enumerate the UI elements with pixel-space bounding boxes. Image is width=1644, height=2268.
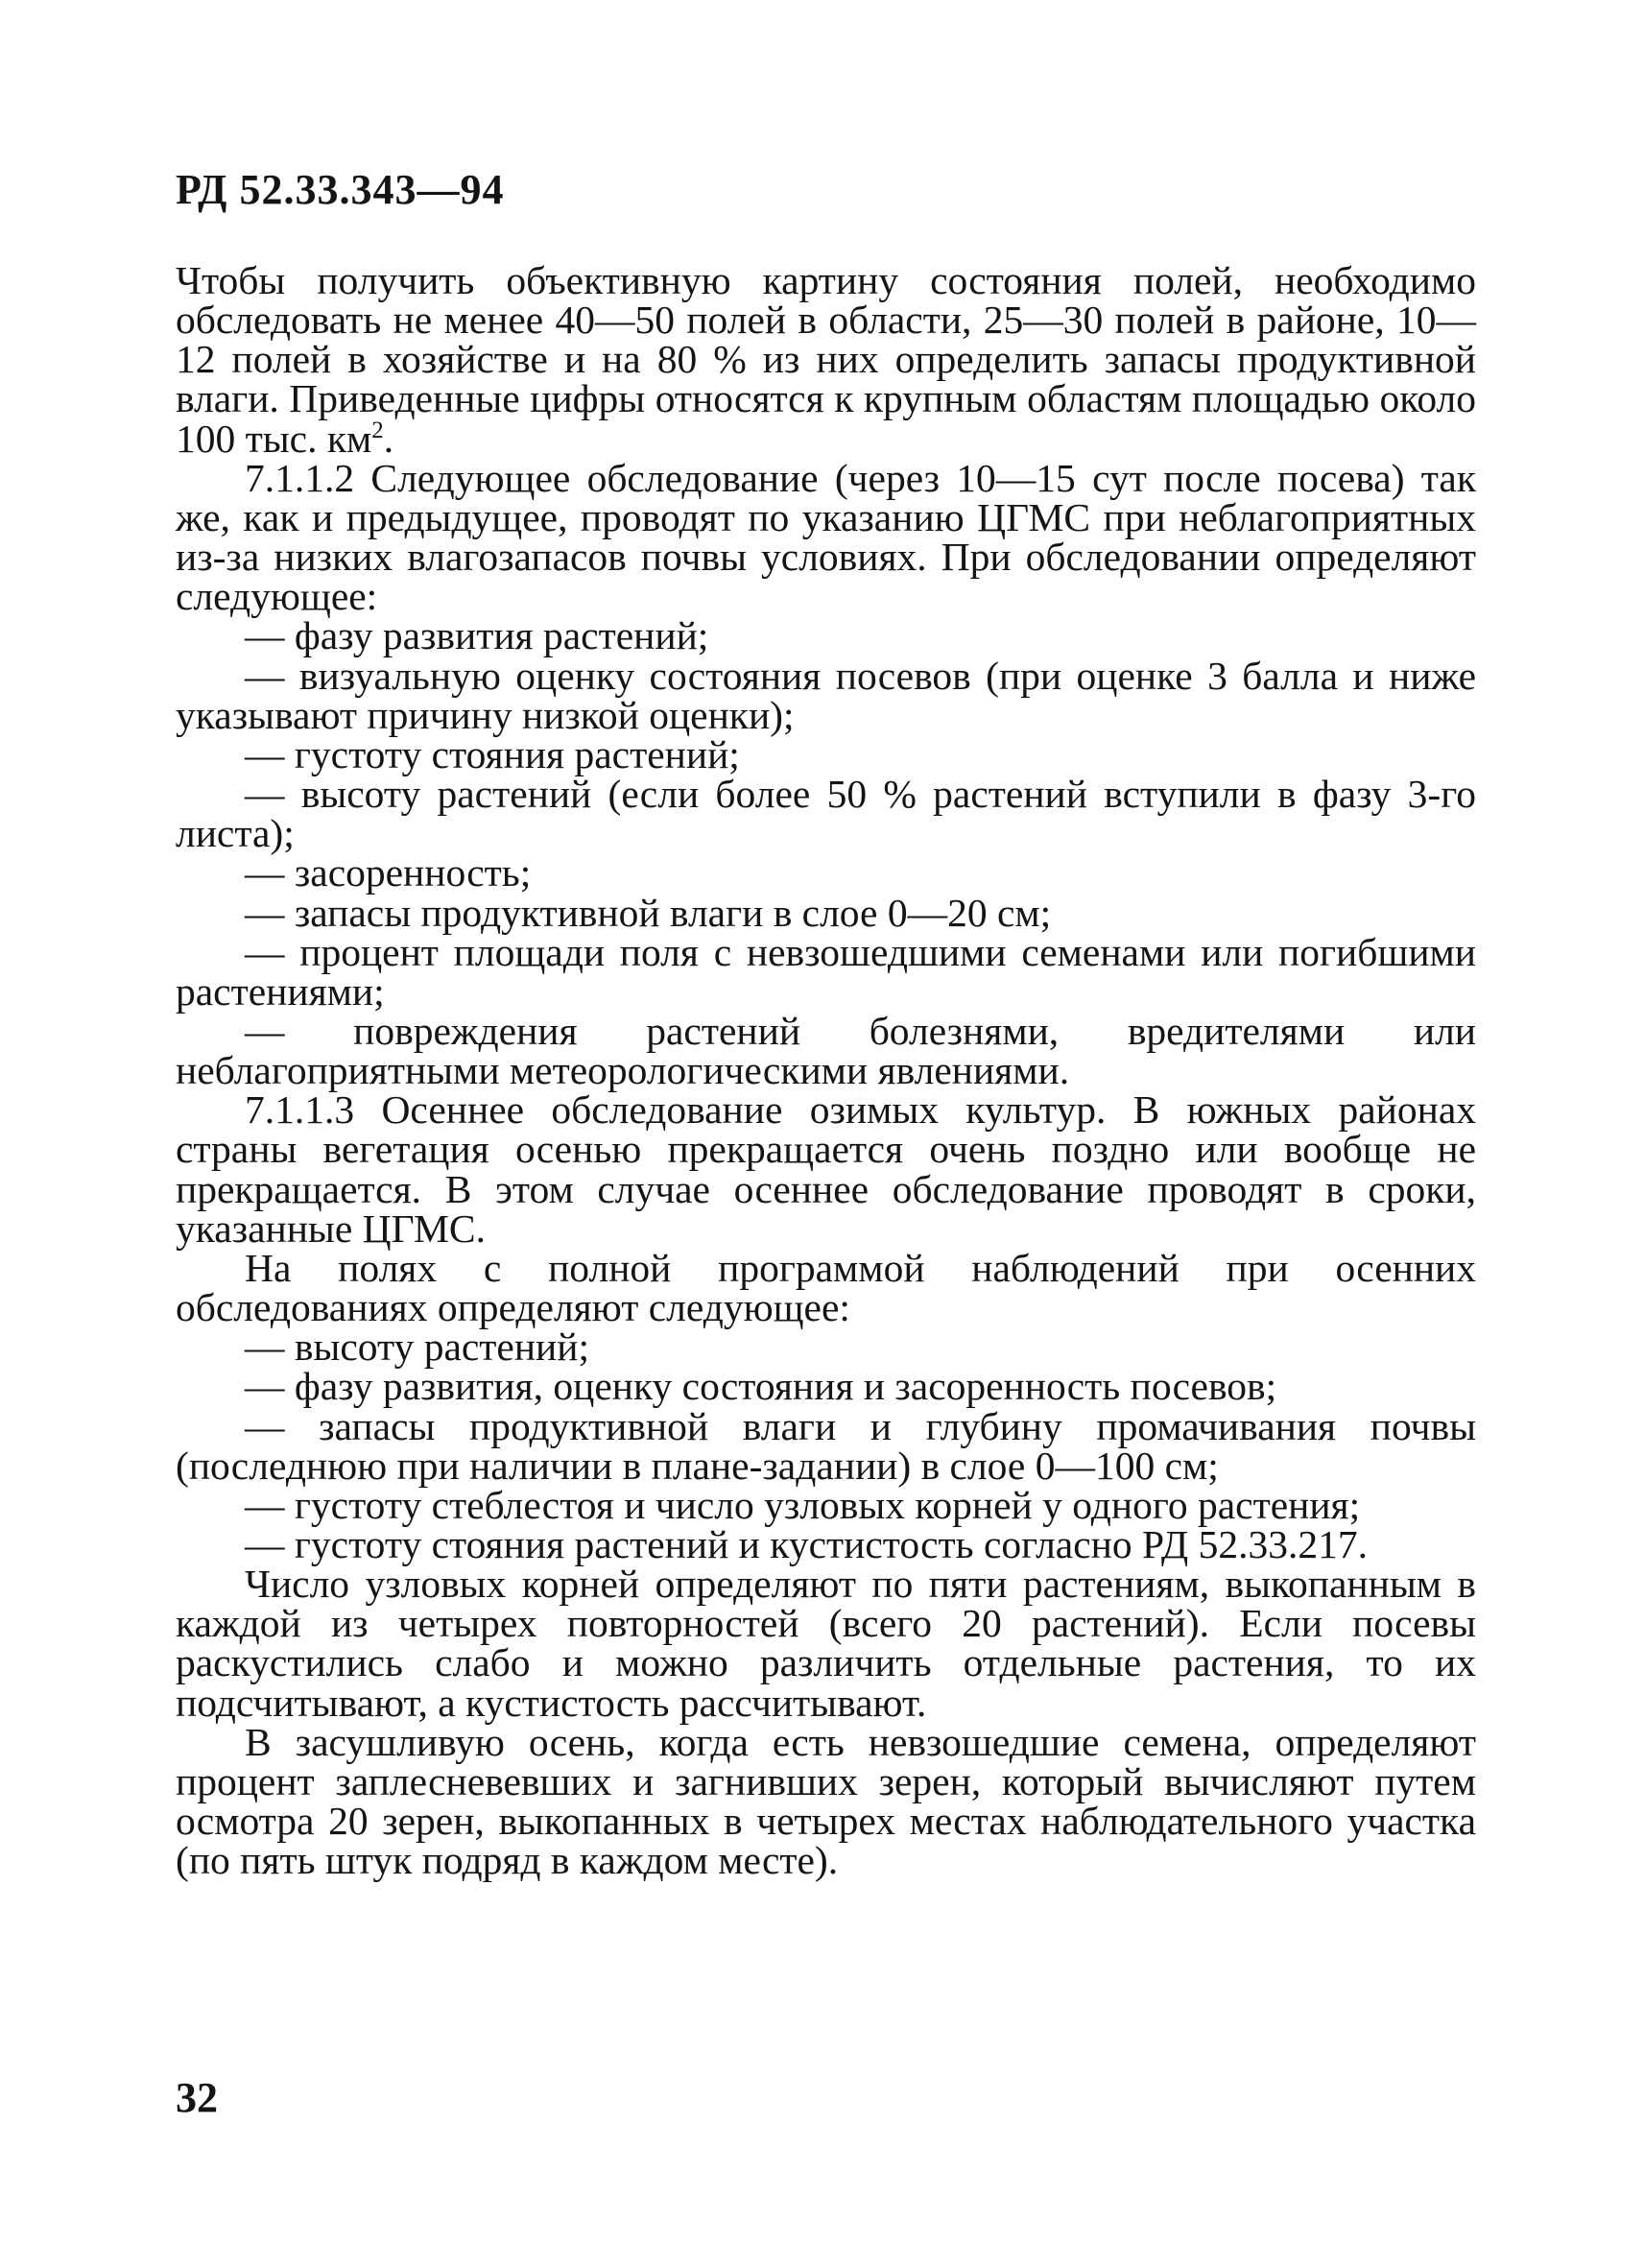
paragraph-7-1-1-2: 7.1.1.2 Следующее обследование (через 10—15 сут после посева) так же, как и предыдущее, проводят по указанию ЦГМС при неблагоприятных из-за низких влагозапасов почвы условиях. При обследовании определяют следующее:: [176, 455, 1476, 619]
list-item: — повреждения растений болезнями, вредителями или неблагоприятными метеорологическими явлениями.: [176, 1008, 1476, 1093]
paragraph-full-program: На полях с полной программой наблюдений при осенних обследованиях определяют следующее:: [176, 1245, 1476, 1330]
paragraph-field-coverage: [176, 258, 1476, 461]
paragraph-7-1-1-3: 7.1.1.3 Осеннее обследование озимых культур. В южных районах страны вегетация осенью прекращается очень поздно или вообще не прекращается. В этом случае осеннее обследование проводят в сроки, указанные ЦГМС.: [176, 1087, 1476, 1251]
page-number: 32: [176, 2074, 218, 2121]
list-item: — фазу развития растений;: [245, 613, 709, 658]
list-item: — фазу развития, оценку состояния и засоренность посевов;: [245, 1364, 1277, 1409]
paragraph-dry-autumn: В засушливую осень, когда есть невзошедшие семена, определяют процент заплесневевших и загнивших зерен, который вычисляют путем осмотра 20 зерен, выкопанных в четырех местах наблюдательного участка (по пять штук подряд в каждом месте).: [176, 1719, 1476, 1883]
list-item: — процент площади поля с невзошедшими семенами или погибшими растениями;: [176, 929, 1476, 1014]
list-item: — визуальную оценку состояния посевов (при оценке 3 балла и ниже указывают причину низкой оценки);: [176, 653, 1476, 737]
document-body: [176, 258, 1476, 1883]
paragraph-text: Чтобы получить объективную картину состояния полей, необходимо обследовать не менее 40—50 полей в области, 25—30 полей в районе, 10—12 полей в хозяйстве и на 80 % из них определить запасы продуктивной влаги. Приведенные цифры относятся к крупным областям площадью около 100 тыс. км: [176, 258, 1476, 461]
list-item: — запасы продуктивной влаги в слое 0—20 см;: [245, 890, 1052, 935]
paragraph-tail: .: [383, 416, 394, 461]
document-header: РД 52.33.343—94: [176, 166, 505, 213]
list-item: — густоту стеблестоя и число узловых корней у одного растения;: [245, 1482, 1361, 1527]
list-item: — густоту стояния растений и кустистость согласно РД 52.33.217.: [245, 1522, 1368, 1566]
paragraph-nodal-roots: Число узловых корней определяют по пяти растениям, выкопанным в каждой из четырех повторностей (всего 20 растений). Если посевы раскустились слабо и можно различить отдельные растения, то их подсчитывают, а кустистость рассчитывают.: [176, 1562, 1476, 1725]
list-item: — запасы продуктивной влаги и глубину промачивания почвы (последнюю при наличии в плане-задании) в слое 0—100 см;: [176, 1403, 1476, 1488]
superscript: 2: [371, 417, 384, 443]
list-item: — высоту растений;: [245, 1325, 589, 1370]
list-item: — засоренность;: [245, 850, 532, 895]
list-item: — высоту растений (если более 50 % растений вступили в фазу 3-го листа);: [176, 772, 1476, 856]
list-item: — густоту стояния растений;: [245, 731, 740, 776]
